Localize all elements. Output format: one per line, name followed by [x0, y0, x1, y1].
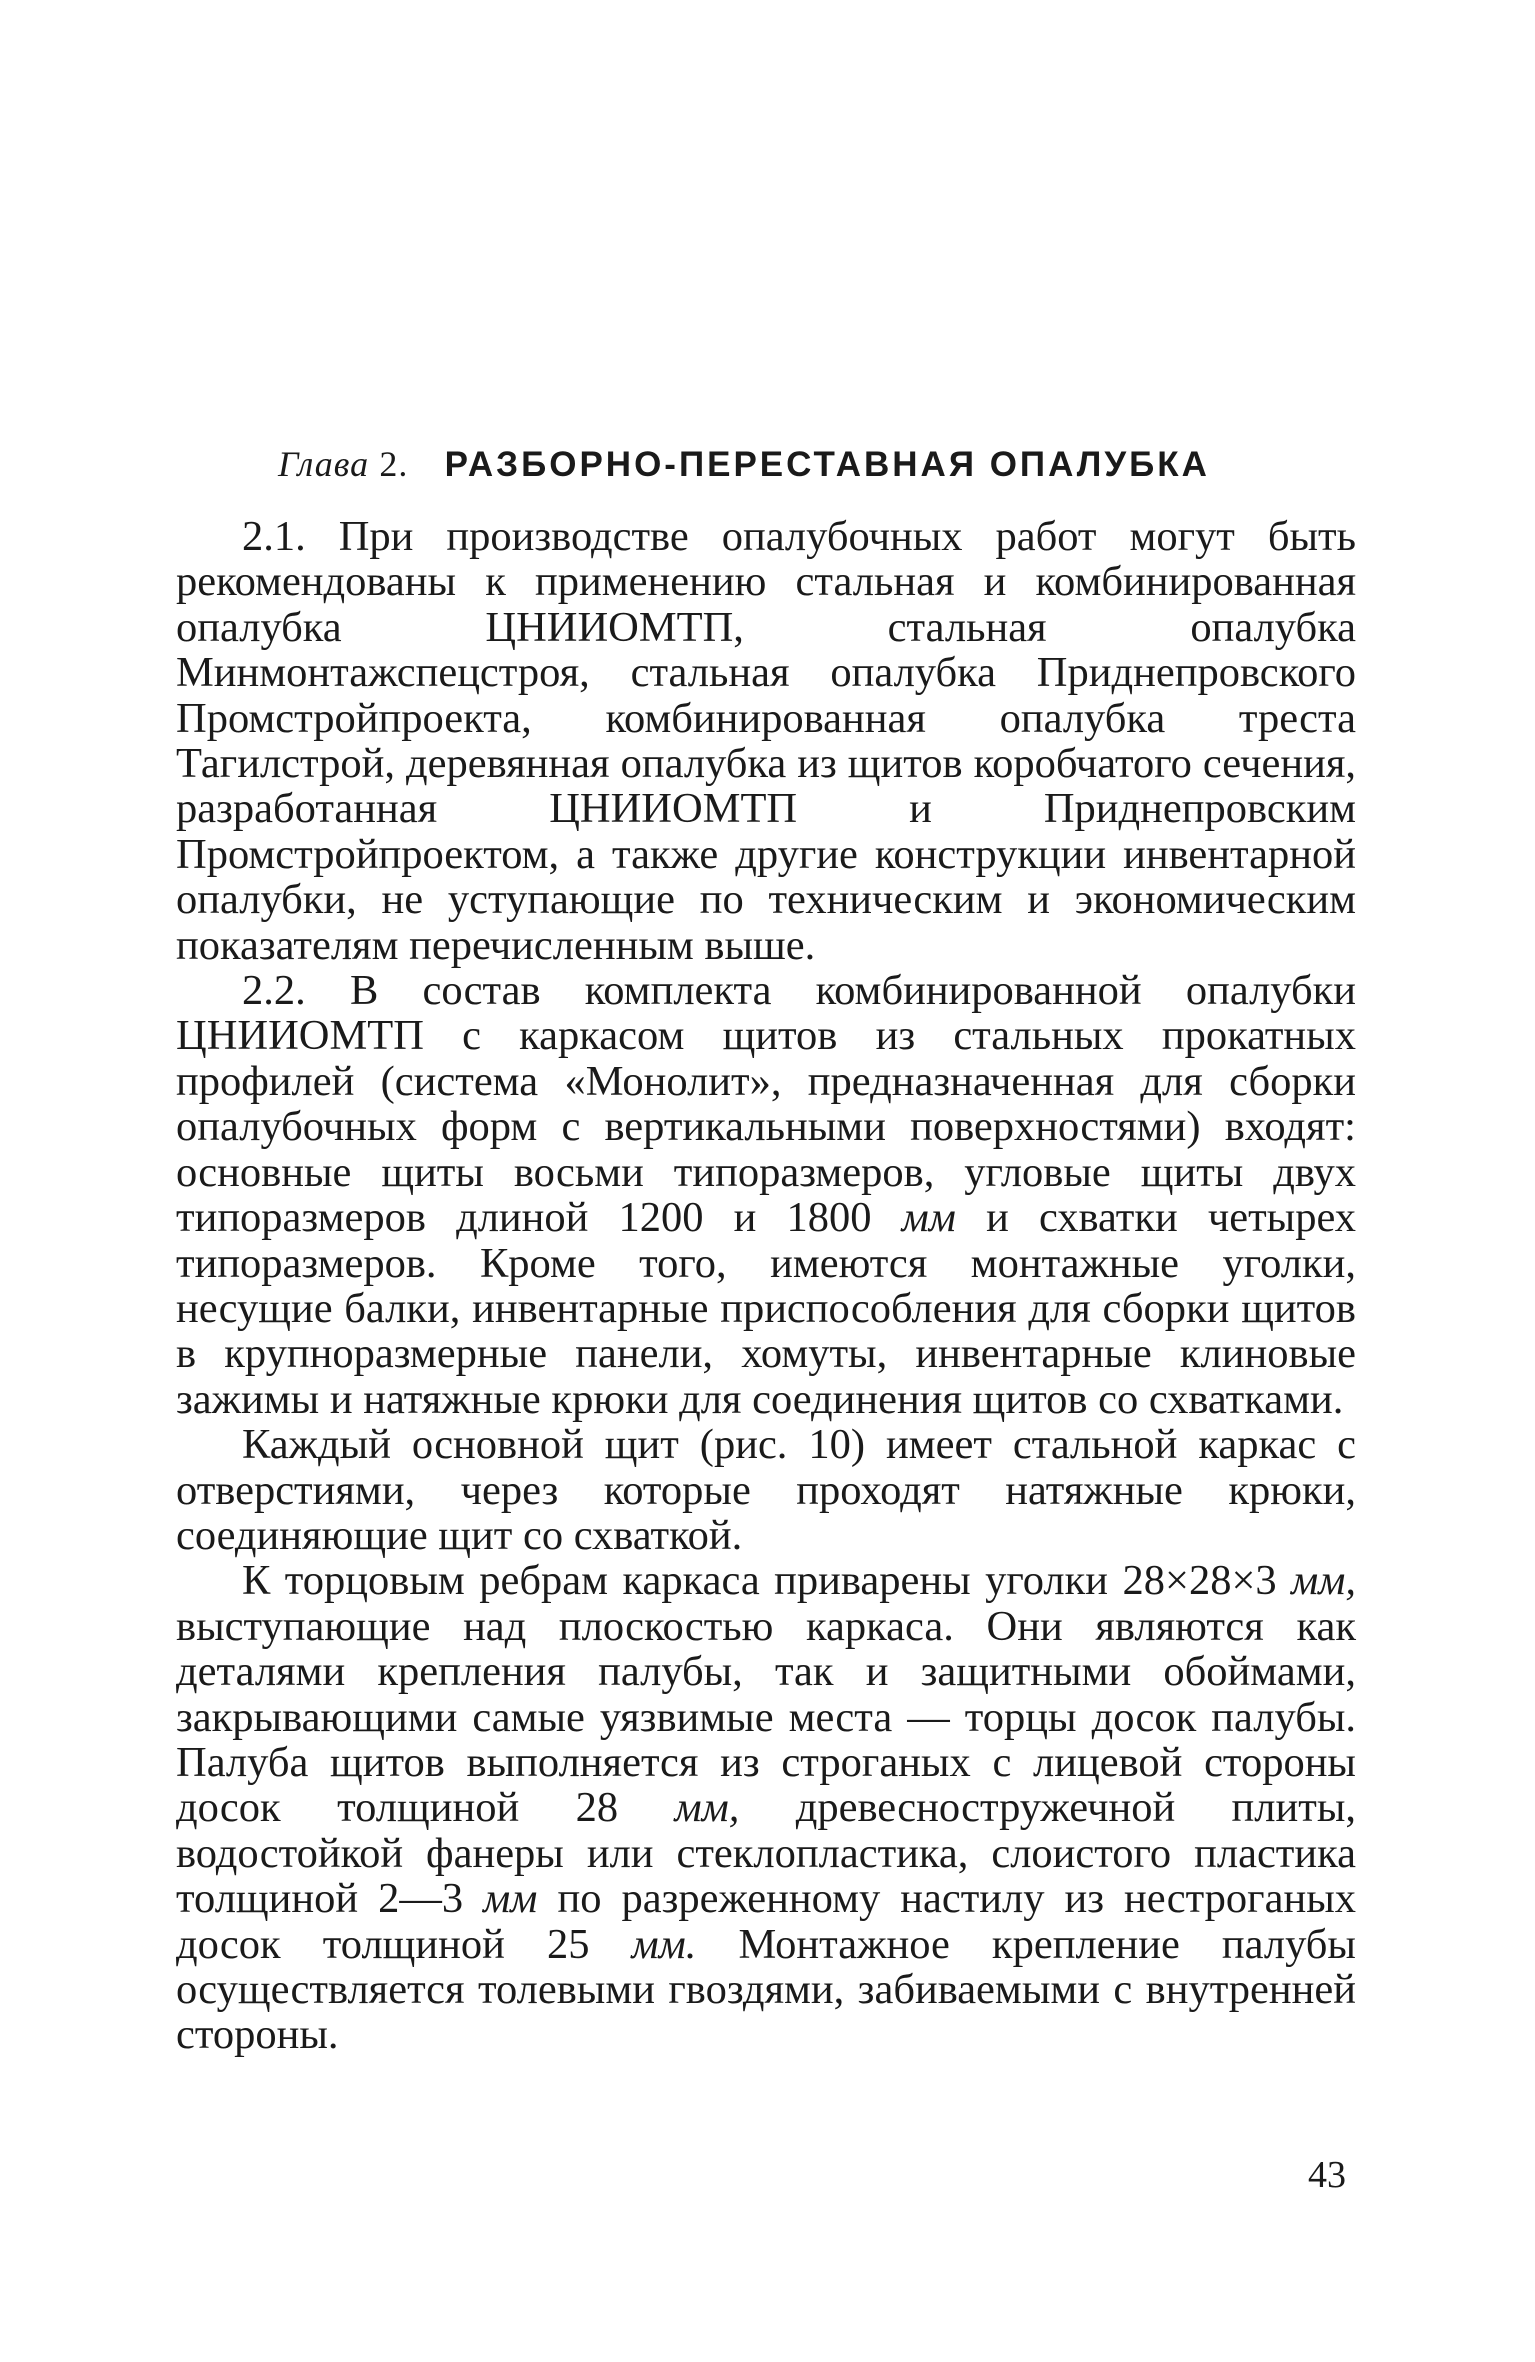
unit-mm: мм, — [674, 1784, 740, 1832]
chapter-number: 2. — [379, 444, 409, 484]
paragraph-text: выступающие над плоскостью каркаса. Они являются как деталями крепления палубы, так и защитными обоймами, закрывающими самые уязвимые места — торцы досок палубы. Палуба щитов выполняется из строганых с лицевой стороны досок толщиной 28 — [176, 1602, 1356, 1832]
paragraph-frame — [176, 1422, 1356, 1558]
paragraph-angles — [176, 1558, 1356, 2057]
paragraph-number: 2.2. — [242, 967, 306, 1015]
book-page — [176, 0, 1356, 2362]
paragraph-text: по разреженному настилу из нестроганых досок толщиной 25 — [176, 1875, 1357, 1968]
paragraph-2-2 — [176, 968, 1356, 1422]
paragraph-text: При производстве опалубочных работ могут быть рекомендованы к применению стальная и комбинированная опалубка ЦНИИОМТП, стальная опалубка Минмонтажспецстроя, стальная опалубка Приднепровского Промстройпроекта, комбинированная опалубка треста Тагилстрой, деревянная опалубка из щитов коробчатого сечения, разработанная ЦНИИОМТП и Приднепровским Промстройпроектом, а также другие конструкции инвентарной опалубки, не уступающие по техническим и экономическим показателям перечисленным выше. — [176, 513, 1356, 969]
unit-mm: мм — [901, 1194, 956, 1242]
paragraph-text: Каждый основной щит (рис. 10) имеет стальной каркас с отверстиями, через которые проходят натяжные крюки, соединяющие щит со схваткой. — [176, 1421, 1356, 1559]
paragraph-2-1 — [176, 514, 1356, 968]
chapter-heading — [278, 443, 1210, 486]
unit-mm: мм. — [631, 1920, 697, 1968]
chapter-label: Глава — [278, 444, 370, 484]
unit-mm: мм — [483, 1875, 538, 1923]
paragraph-text: К торцовым ребрам каркаса приварены уголки 28×28×3 — [242, 1557, 1277, 1605]
paragraph-text: древесностружечной плиты, водостойкой фанеры или стеклопластика, слоистого пластика толщиной 2—3 — [176, 1784, 1357, 1923]
body-text — [176, 514, 1356, 2058]
page-number: 43 — [1308, 2154, 1346, 2196]
chapter-title: РАЗБОРНО-ПЕРЕСТАВНАЯ ОПАЛУБКА — [444, 445, 1210, 484]
paragraph-number: 2.1. — [242, 513, 306, 560]
paragraph-text: и схватки четырех типоразмеров. Кроме того, имеются монтажные уголки, несущие балки, инвентарные приспособления для сборки щитов в крупноразмерные панели, хомуты, инвентарные клиновые зажимы и натяжные крюки для соединения щитов со схватками. — [176, 1194, 1357, 1423]
paragraph-text: Монтажное крепление палубы осуществляется толевыми гвоздями, забиваемыми с внутренней стороны. — [176, 1920, 1356, 2059]
unit-mm: мм, — [1291, 1557, 1356, 1605]
paragraph-text: В состав комплекта комбинированной опалубки ЦНИИОМТП с каркасом щитов из стальных прокатных профилей (система «Монолит», предназначенная для сборки опалубочных форм с вертикальными поверхностями) входят: основные щиты восьми типоразмеров, угловые щиты двух типоразмеров длиной 1200 и 1800 — [176, 967, 1356, 1242]
